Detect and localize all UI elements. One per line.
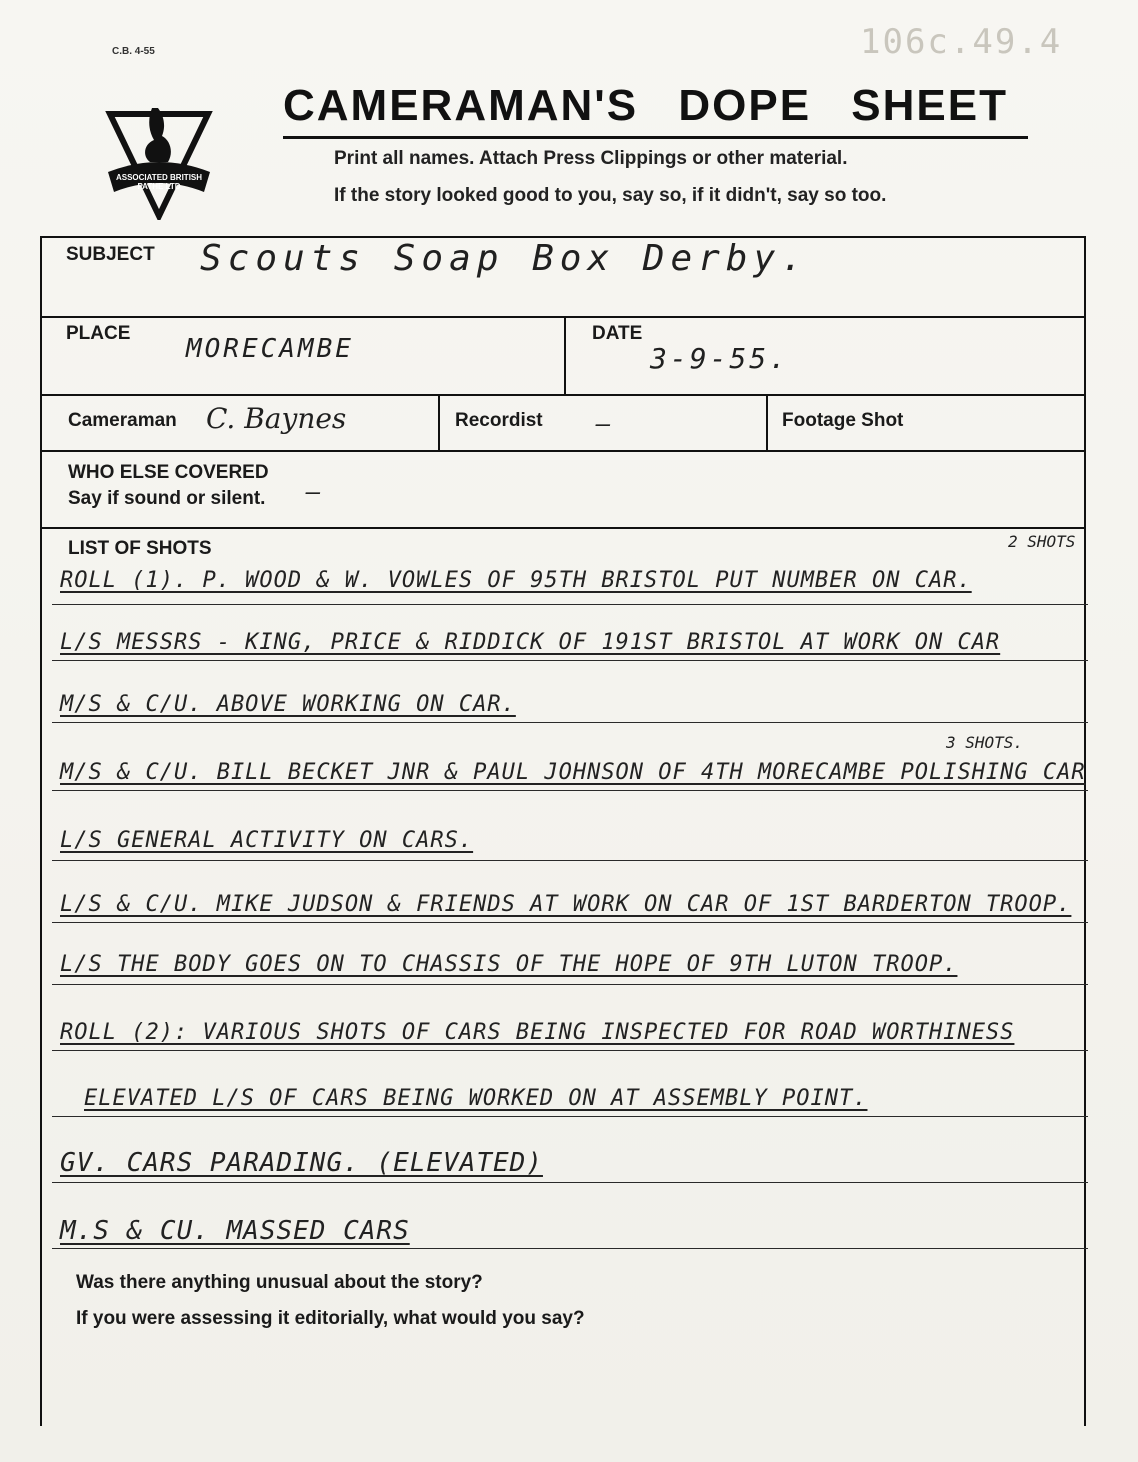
shot-rule (52, 722, 1088, 723)
shot-line[interactable]: L/S THE BODY GOES ON TO CHASSIS OF THE HOPE OF 9TH LUTON TROOP. (60, 952, 958, 977)
page-title: CAMERAMAN'S DOPE SHEET (283, 80, 1028, 139)
who-else-value[interactable]: — (306, 478, 321, 506)
shot-rule (52, 1116, 1088, 1117)
shot-rule (52, 860, 1088, 861)
shot-line[interactable]: L/S GENERAL ACTIVITY ON CARS. (60, 828, 474, 853)
form-code: C.B. 4-55 (112, 46, 155, 57)
cameraman-label: Cameraman (68, 410, 177, 431)
recordist-value[interactable]: — (596, 410, 611, 438)
shot-rule (52, 790, 1088, 791)
shot-line[interactable]: ELEVATED L/S OF CARS BEING WORKED ON AT ASSEMBLY POINT. (84, 1086, 868, 1111)
divider-who-else (40, 527, 1086, 529)
divider-subject (40, 316, 1086, 318)
instruction-line-2: If the story looked good to you, say so, if it didn't, say so too. (334, 185, 887, 206)
shots-note-2: 3 SHOTS. (946, 733, 1024, 752)
pathe-logo-icon (104, 100, 214, 220)
cameraman-value[interactable]: C. Baynes (206, 402, 347, 435)
place-label: PLACE (66, 323, 131, 344)
subject-value[interactable]: Scouts Soap Box Derby. (200, 238, 809, 279)
subject-label: SUBJECT (66, 244, 155, 265)
shot-rule (52, 604, 1088, 605)
footage-shot-label: Footage Shot (782, 410, 904, 431)
place-value[interactable]: MORECAMBE (186, 334, 354, 364)
divider-place (40, 394, 1086, 396)
date-label: DATE (592, 323, 643, 344)
shot-line[interactable]: L/S & C/U. MIKE JUDSON & FRIENDS AT WORK ON CAR OF 1ST BARDERTON TROOP. (60, 892, 1072, 917)
shot-rule (52, 660, 1088, 661)
shot-line[interactable]: ROLL (2): VARIOUS SHOTS OF CARS BEING INSPECTED FOR ROAD WORTHINESS (60, 1020, 1015, 1045)
divider-place-date (564, 316, 566, 394)
divider-cameraman (40, 450, 1086, 452)
shot-line[interactable]: M/S & C/U. ABOVE WORKING ON CAR. (60, 692, 516, 717)
shot-rule (52, 1248, 1088, 1249)
divider-cameraman-recordist (438, 394, 440, 450)
who-else-label: WHO ELSE COVERED (68, 462, 269, 483)
question-unusual: Was there anything unusual about the story? (76, 1272, 483, 1293)
shot-line[interactable]: M.S & CU. MASSED CARS (60, 1216, 410, 1246)
shot-rule (52, 984, 1088, 985)
shot-rule (52, 922, 1088, 923)
instruction-line-1: Print all names. Attach Press Clippings or other material. (334, 148, 848, 169)
shot-line[interactable]: M/S & C/U. BILL BECKET JNR & PAUL JOHNSON OF 4TH MORECAMBE POLISHING CAR (60, 760, 1086, 785)
shot-rule (52, 1050, 1088, 1051)
shots-label: LIST OF SHOTS (68, 538, 212, 559)
shot-line[interactable]: ROLL (1). P. WOOD & W. VOWLES OF 95TH BRISTOL PUT NUMBER ON CAR. (60, 568, 972, 593)
divider-recordist-footage (766, 394, 768, 450)
svg-text:ASSOCIATED BRITISH: ASSOCIATED BRITISH (115, 173, 203, 182)
svg-text:PATHE LTD: PATHE LTD (137, 182, 181, 191)
shot-line[interactable]: L/S MESSRS - KING, PRICE & RIDDICK OF 191ST BRISTOL AT WORK ON CAR (60, 630, 1001, 655)
shots-note-1: 2 SHOTS (1008, 532, 1076, 551)
who-else-sublabel: Say if sound or silent. (68, 488, 266, 509)
date-value[interactable]: 3-9-55. (650, 342, 790, 375)
shot-line[interactable]: GV. CARS PARADING. (ELEVATED) (60, 1148, 543, 1178)
faint-archive-stamp: 106c.49.4 (860, 22, 1063, 62)
recordist-label: Recordist (455, 410, 543, 431)
shot-rule (52, 1182, 1088, 1183)
question-editorial: If you were assessing it editorially, what would you say? (76, 1308, 585, 1329)
